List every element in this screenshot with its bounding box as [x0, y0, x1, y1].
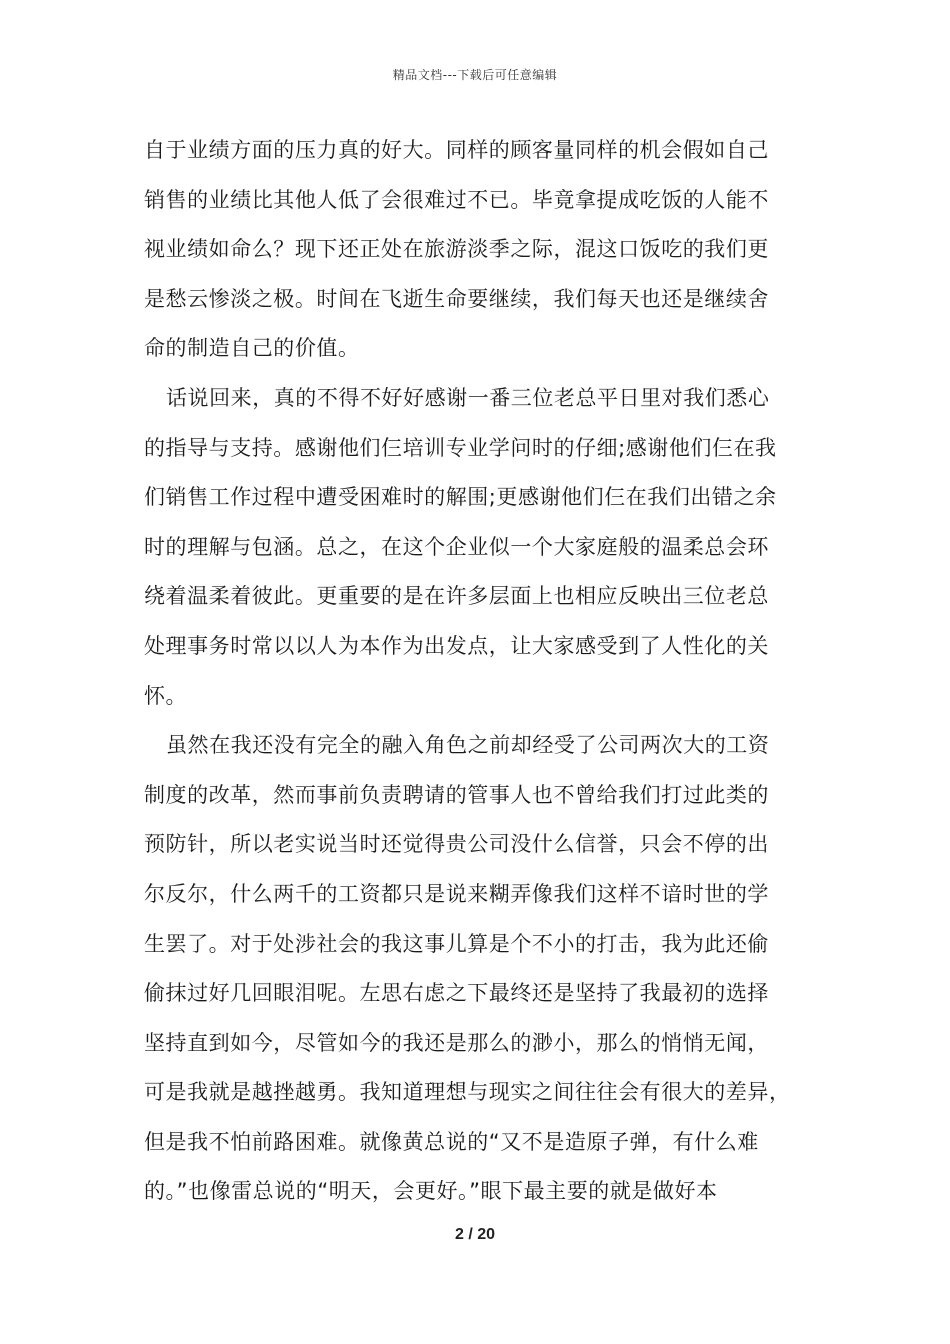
text-line: 坚持直到如今，尽管如今的我还是那么的渺小，那么的悄悄无闻， — [144, 1030, 769, 1055]
document-body — [144, 126, 824, 1217]
text-line: 偷抹过好几回眼泪呢。左思右虑之下最终还是坚持了我最初的选择 — [144, 981, 769, 1006]
text-line: 视业绩如命么？现下还正处在旅游淡季之际，混这口饭吃的我们更 — [144, 237, 769, 262]
text-line: 可是我就是越挫越勇。我知道理想与现实之间往往会有很大的差异， — [144, 1080, 791, 1105]
text-line: 虽然在我还没有完全的融入角色之前却经受了公司两次大的工资 — [166, 733, 770, 758]
page-number: 2 / 20 — [454, 1226, 496, 1243]
text-line: 但是我不怕前路困难。就像黄总说的“又不是造原子弹，有什么难 — [144, 1129, 759, 1154]
paragraph-3 — [144, 721, 824, 1217]
text-line: 绕着温柔着彼此。更重要的是在许多层面上也相应反映出三位老总 — [144, 584, 769, 609]
text-line: 时的理解与包涵。总之，在这个企业似一个大家庭般的温柔总会环 — [144, 534, 769, 559]
text-line: 制度的改革，然而事前负责聘请的管事人也不曾给我们打过此类的 — [144, 782, 769, 807]
text-line: 自于业绩方面的压力真的好大。同样的顾客量同样的机会假如自己 — [144, 138, 769, 162]
text-line: 销售的业绩比其他人低了会很难过不已。毕竟拿提成吃饭的人能不 — [144, 187, 769, 212]
text-line: 怀。 — [144, 683, 188, 708]
text-line: 们销售工作过程中遭受困难时的解围;更感谢他们仨在我们出错之余 — [144, 485, 777, 510]
text-line: 命的制造自己的价值。 — [144, 336, 360, 361]
page-header: 精品文档---下载后可任意编辑 — [392, 68, 558, 82]
text-line: 是愁云惨淡之极。时间在飞逝生命要继续，我们每天也还是继续舍 — [144, 286, 769, 311]
text-line: 的指导与支持。感谢他们仨培训专业学问时的仔细;感谢他们仨在我 — [144, 435, 777, 460]
text-line: 预防针，所以老实说当时还觉得贵公司没什么信誉，只会不停的出 — [144, 832, 769, 857]
text-line: 话说回来，真的不得不好好感谢一番三位老总平日里对我们悉心 — [166, 385, 770, 410]
paragraph-1 — [144, 126, 824, 374]
text-line: 处理事务时常以以人为本作为出发点，让大家感受到了人性化的关 — [144, 633, 769, 658]
text-line: 的。”也像雷总说的“明天，会更好。”眼下最主要的就是做好本 — [144, 1179, 718, 1204]
text-line: 尔反尔，什么两千的工资都只是说来糊弄像我们这样不谙时世的学 — [144, 881, 769, 906]
paragraph-2 — [144, 374, 824, 721]
text-line: 生罢了。对于处涉社会的我这事儿算是个不小的打击，我为此还偷 — [144, 931, 769, 956]
